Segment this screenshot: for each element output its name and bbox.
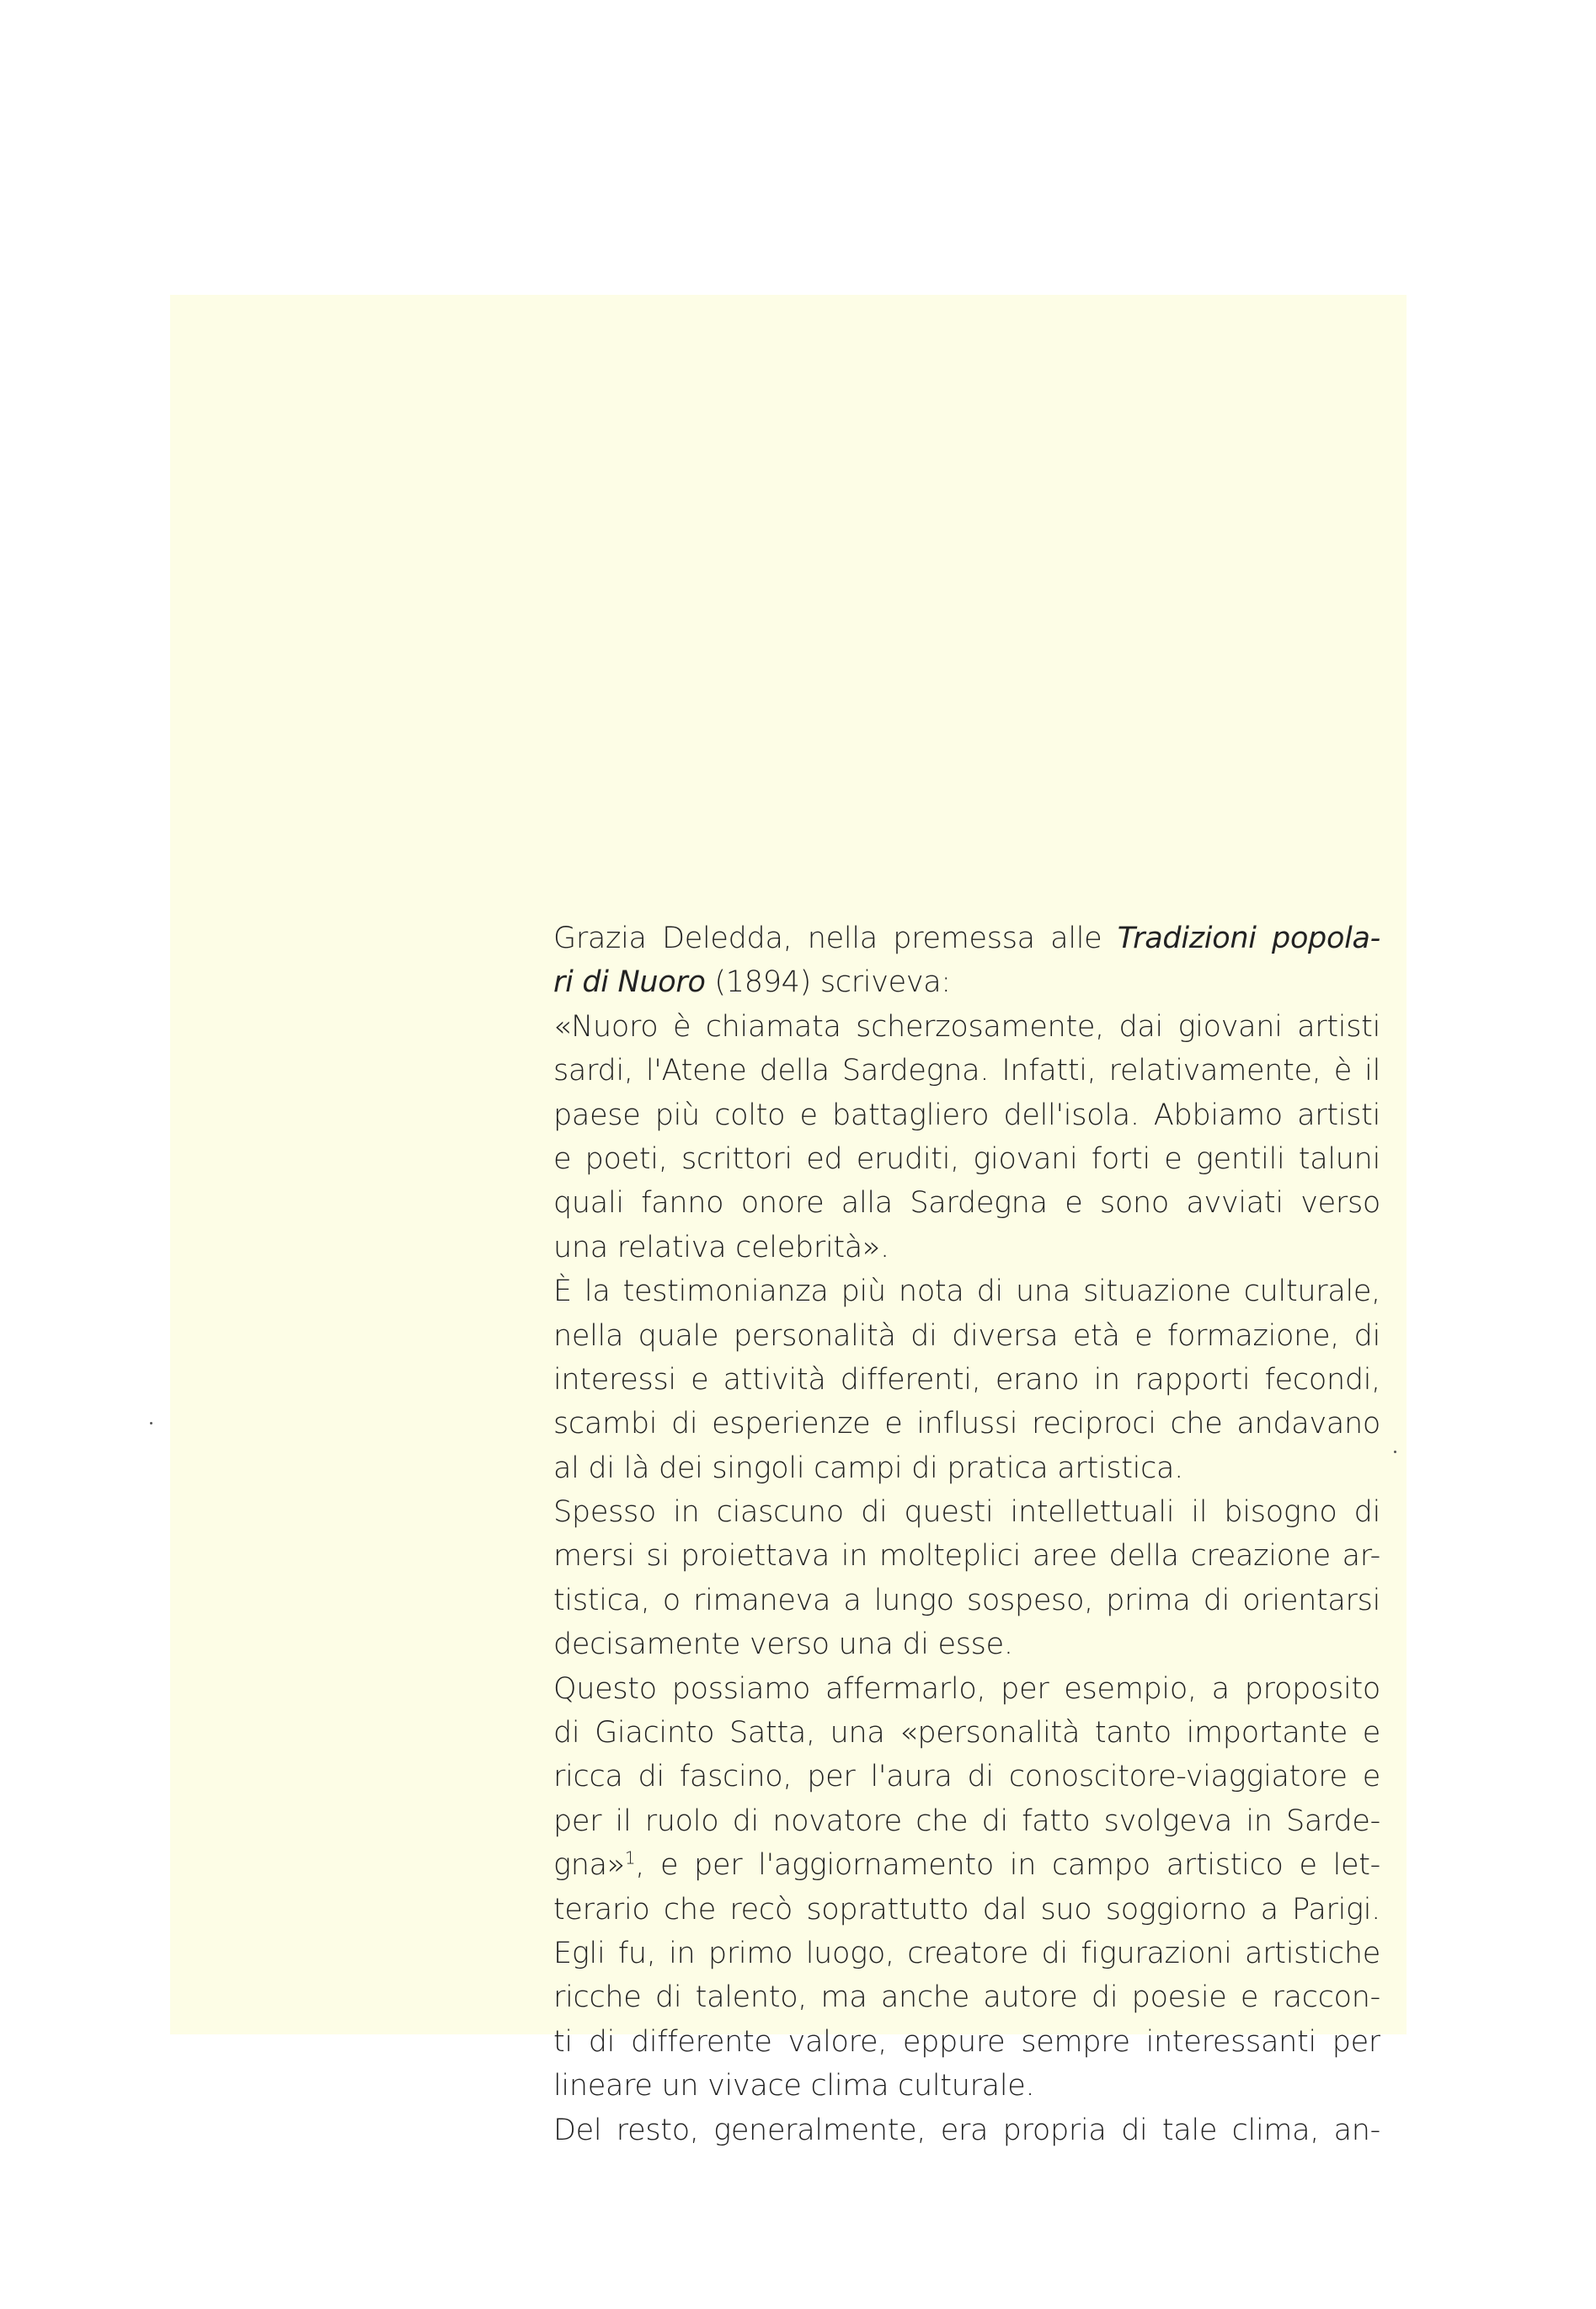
scan-speck-right	[1394, 1451, 1396, 1453]
text-segment: , e per l'aggiornamento in campo artistico e let-	[635, 1848, 1380, 1883]
text-line	[553, 1226, 1380, 1269]
text-segment: Questo possiamo affermarlo, per esempio, a proposito	[553, 1671, 1380, 1706]
text-segment: interessi e attività differenti, erano in rapporti fecondi,	[553, 1362, 1380, 1397]
text-segment: decisamente verso una di esse.	[553, 1628, 1013, 1662]
text-segment: Egli fu, in primo luogo, creatore di figurazioni artistiche	[553, 1936, 1380, 1970]
text-line	[553, 1181, 1380, 1225]
text-line	[553, 1888, 1380, 1932]
text-segment: gna»	[553, 1848, 625, 1883]
text-line	[553, 917, 1380, 960]
text-line	[553, 1049, 1380, 1093]
text-segment: nella quale personalità di diversa età e formazione, di	[553, 1318, 1380, 1353]
text-line	[553, 1932, 1380, 1975]
text-line	[553, 1534, 1380, 1578]
text-segment: quali fanno onore alla Sardegna e sono avviati verso	[553, 1186, 1380, 1221]
text-line	[553, 1402, 1380, 1446]
text-segment: lineare un vivace clima culturale.	[553, 2069, 1035, 2103]
text-segment: al di là dei singoli campi di pratica artistica.	[553, 1451, 1184, 1485]
text-segment: sardi, l'Atene della Sardegna. Infatti, relativamente, è il	[553, 1054, 1380, 1088]
text-line	[553, 2020, 1380, 2064]
text-line	[553, 1579, 1380, 1622]
footnote-reference: 1	[624, 1847, 636, 1868]
italic-title: ri di Nuoro	[553, 965, 706, 1000]
text-line	[553, 1667, 1380, 1711]
text-segment: scambi di esperienze e influssi reciproci che andavano	[553, 1407, 1380, 1441]
text-line	[553, 1358, 1380, 1402]
cream-page-panel	[170, 295, 1407, 2147]
text-segment: ricche di talento, ma anche autore di poesie e raccon-	[553, 1980, 1380, 2015]
text-segment: «Nuoro è chiamata scherzosamente, dai giovani artisti	[553, 1009, 1380, 1044]
text-line	[553, 1314, 1380, 1358]
text-segment: e poeti, scrittori ed eruditi, giovani forti e gentili taluni	[553, 1141, 1380, 1176]
text-line	[553, 2064, 1380, 2108]
text-segment: Del resto, generalmente, era propria di tale clima, an-	[553, 2113, 1380, 2147]
text-line	[553, 1005, 1380, 1049]
text-segment: Spesso in ciascuno di questi intellettuali il bisogno di	[553, 1495, 1380, 1530]
scan-speck-left	[150, 1422, 152, 1424]
text-line	[553, 960, 1380, 1004]
text-segment: ricca di fascino, per l'aura di conoscitore-viaggiatore e	[553, 1760, 1380, 1794]
text-segment: ti di differente valore, eppure sempre interessanti per	[553, 2024, 1380, 2059]
text-segment: mersi si proiettava in molteplici aree della creazione ar-	[553, 1539, 1380, 1574]
text-segment: di Giacinto Satta, una «personalità tanto importante e	[553, 1716, 1380, 1750]
text-segment: una relativa celebrità».	[553, 1230, 889, 1264]
body-text	[553, 917, 1380, 2152]
text-line	[553, 1446, 1380, 1490]
text-line	[553, 1843, 1380, 1887]
text-segment: Grazia Deledda, nella premessa alle	[553, 922, 1118, 955]
text-line	[553, 1711, 1380, 1755]
text-segment: terario che recò soprattutto dal suo soggiorno a Parigi.	[553, 1892, 1380, 1927]
text-line	[553, 1490, 1380, 1534]
text-line	[553, 2109, 1380, 2152]
text-line	[553, 1799, 1380, 1843]
text-segment: tistica, o rimaneva a lungo sospeso, prima di orientarsi	[553, 1583, 1380, 1617]
italic-title: Tradizioni popola-	[1117, 922, 1380, 955]
text-line	[553, 1622, 1380, 1666]
text-line	[553, 1755, 1380, 1799]
text-segment: (1894) scriveva:	[705, 965, 951, 1000]
text-line	[553, 1093, 1380, 1137]
text-line	[553, 1269, 1380, 1313]
text-segment: È la testimonianza più nota di una situazione culturale,	[553, 1275, 1380, 1309]
text-segment: per il ruolo di novatore che di fatto svolgeva in Sarde-	[553, 1804, 1380, 1838]
text-line	[553, 1975, 1380, 2019]
text-segment: paese più colto e battagliero dell'isola. Abbiamo artisti	[553, 1098, 1380, 1132]
text-line	[553, 1137, 1380, 1181]
